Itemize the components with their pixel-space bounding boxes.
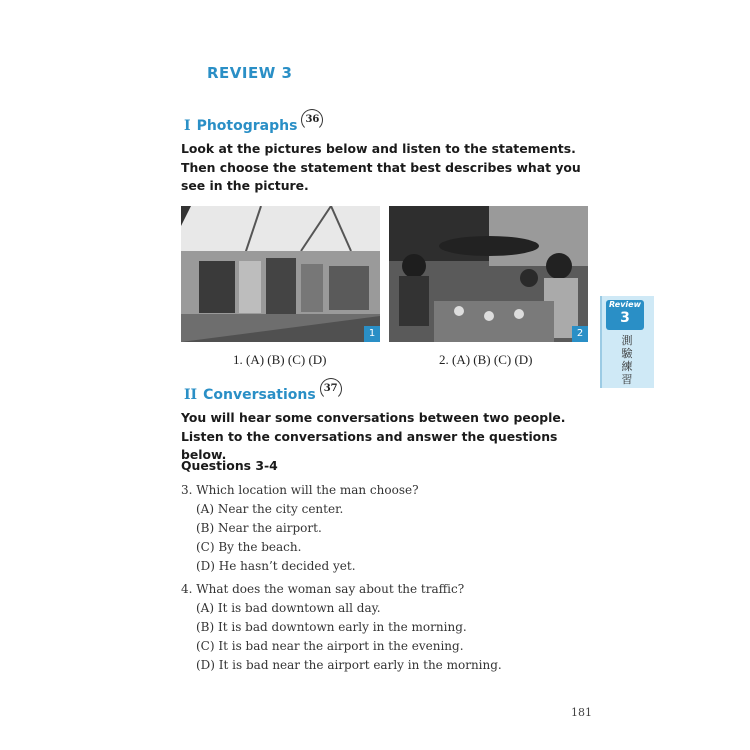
side-tab-char: 驗 (621, 347, 633, 360)
question-stem: 3. Which location will the man choose? (181, 483, 419, 497)
photo-2 (389, 206, 588, 342)
side-tab-char: 測 (621, 334, 633, 347)
section-title: Conversations (203, 387, 316, 403)
question-3 (181, 481, 419, 576)
audio-track-badge[interactable]: 36 (301, 109, 323, 131)
section-heading-photographs (184, 114, 323, 134)
section-title: Photographs (196, 118, 298, 134)
side-tab-char: 練 (621, 360, 633, 373)
answer-option: (D) He hasn’t decided yet. (196, 559, 356, 573)
answer-choices-2: 2. (A) (B) (C) (D) (439, 352, 533, 367)
train-station-photo (181, 206, 380, 342)
answer-option: (B) Near the airport. (196, 521, 322, 535)
section-numeral: I (184, 118, 191, 134)
answer-option: (A) It is bad downtown all day. (196, 601, 381, 615)
page-number: 181 (571, 706, 592, 719)
restaurant-photo (389, 206, 588, 342)
page-title: REVIEW 3 (207, 64, 293, 82)
instructions-text: Look at the pictures below and listen to the statements. Then choose the statement that best describes what you see in the picture. (181, 141, 581, 193)
answer-option: (D) It is bad near the airport early in the morning. (196, 658, 502, 672)
photo-number-tag: 2 (572, 326, 588, 342)
review-badge (606, 300, 644, 330)
instructions-text: You will hear some conversations between two people. Listen to the conversations and answer the questions below. (181, 410, 566, 462)
side-tab-label (620, 334, 634, 386)
question-stem: 4. What does the woman say about the traffic? (181, 582, 465, 596)
section-heading-conversations (184, 383, 342, 403)
review-side-tab[interactable] (600, 296, 654, 388)
photo-1 (181, 206, 380, 342)
answer-option: (B) It is bad downtown early in the morning. (196, 620, 467, 634)
section-numeral: II (184, 387, 198, 403)
answer-option: (C) It is bad near the airport in the evening. (196, 639, 464, 653)
questions-label: Questions 3-4 (181, 458, 278, 473)
photo-number-tag: 1 (364, 326, 380, 342)
question-4 (181, 580, 502, 675)
answer-choices-1: 1. (A) (B) (C) (D) (233, 352, 327, 367)
side-tab-char: 習 (621, 373, 633, 386)
audio-track-badge[interactable]: 37 (320, 378, 342, 400)
answer-option: (C) By the beach. (196, 540, 302, 554)
review-badge-label: Review (609, 300, 641, 309)
review-badge-number: 3 (620, 310, 630, 326)
answer-option: (A) Near the city center. (196, 502, 344, 516)
